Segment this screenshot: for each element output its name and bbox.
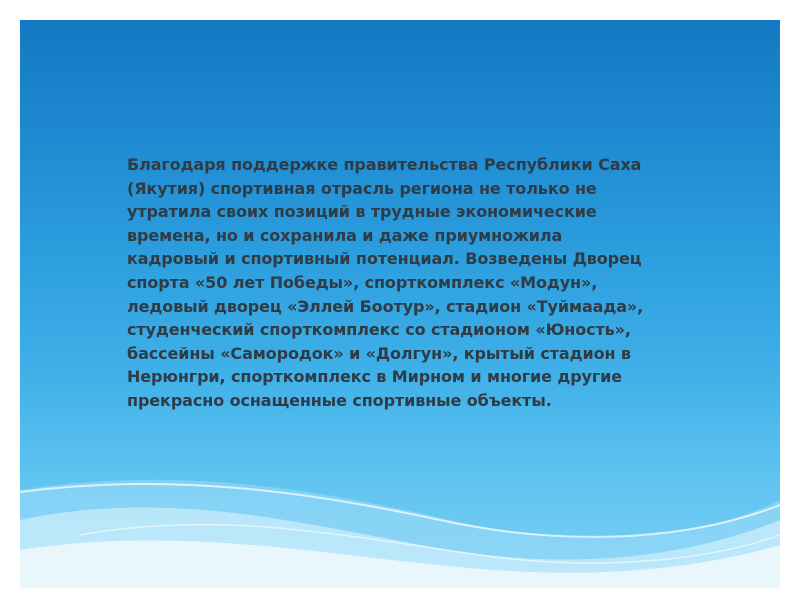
slide-background-panel — [20, 20, 780, 588]
slide-body-text: Благодаря поддержке правительства Республики Саха (Якутия) спортивная отрасль региона не только не утратила своих позиций в трудные экономические времена, но и сохранила и даже приумножила кадровый и спортивный потенциал. Возведены Дворец спорта «50 лет Победы», спорткомплекс «Модун», ледовый дворец «Эллей Боотур», стадион «Туймаада», студенческий спорткомплекс со стадионом «Юность», бассейны «Самородок» и «Долгун», крытый стадион в Нерюнгри, спорткомплекс в Мирном и многие другие прекрасно оснащенные спортивные объекты. — [127, 155, 644, 410]
